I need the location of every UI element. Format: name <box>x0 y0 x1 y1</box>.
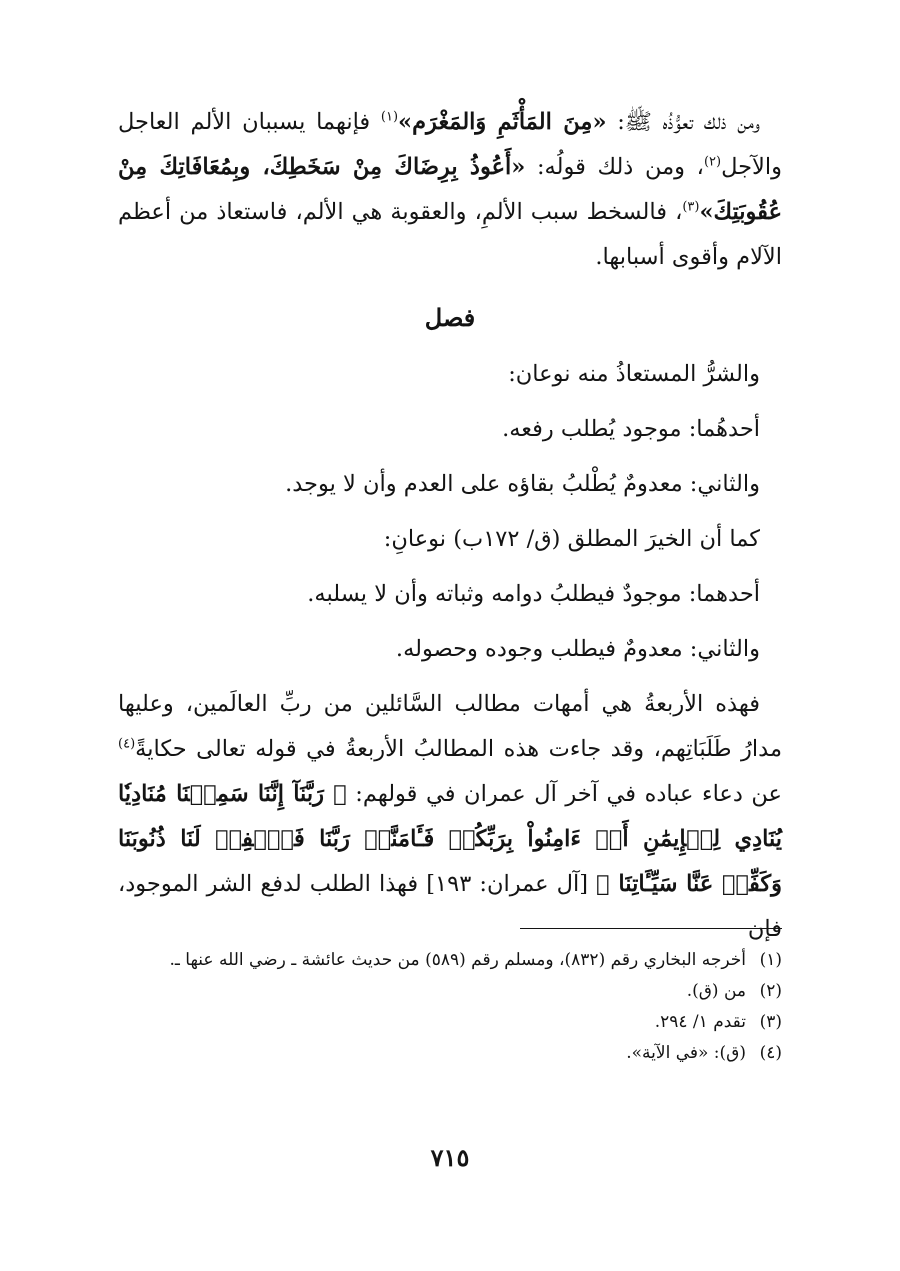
footnote-number: (٣) <box>759 1012 782 1032</box>
text-line: أحدهُما: موجود يُطلب رفعه. <box>502 416 760 442</box>
page-number: ٧١٥ <box>430 1143 470 1172</box>
footnote-text: أخرجه البخاري رقم (٨٣٢)، ومسلم رقم (٥٨٩) من حديث عائشة ـ رضي الله عنها ـ. <box>169 950 746 970</box>
text-line: أحدهما: موجودٌ فيطلبُ دوامه وثباته وأن لا يسلبه. <box>307 581 760 607</box>
text-run: فهذا الطلب لدفع الشر الموجود، فإن <box>118 871 782 942</box>
footnote-divider <box>520 928 782 929</box>
footnote <box>118 1038 782 1069</box>
paragraph-intro <box>118 100 782 280</box>
footnote-ref: (٢) <box>703 154 722 170</box>
text-line: والثاني: معدومٌ يُطْلبُ بقاؤه على العدم وأن لا يوجد. <box>285 471 760 497</box>
paragraph-four-requests <box>118 682 782 952</box>
text-run: فهذه الأربعةُ هي أمهات مطالب السَّائلين من ربِّ العالَمين، وعليها مدارُ طَلَبَاتِهم، وقد جاءت هذه المطالبُ الأربعةُ في قوله تعالى حكايةً <box>118 691 782 762</box>
verse-citation: [آل عمران: ١٩٣] <box>418 871 597 897</box>
main-text <box>118 100 782 952</box>
text-run: ، ومن ذلك قولُه: <box>525 154 704 180</box>
footnote-text: تقدم ١/ ٢٩٤. <box>654 1012 746 1032</box>
text-line: كما أن الخيرَ المطلق (ق/ ١٧٢ب) نوعانِ: <box>383 526 760 552</box>
text-run: عن دعاء عباده في آخر آل عمران في قولهم: <box>346 781 782 807</box>
footnote-text: من (ق). <box>686 981 746 1001</box>
footnote-text: (ق): «في الآية». <box>626 1043 746 1063</box>
footnote-number: (٢) <box>759 981 782 1001</box>
text-run: فإنهما يسببان الألم العاجل والآجل <box>118 109 782 180</box>
text-run: ، فالسخط سبب الألمِ، والعقوبة هي الألم، فاستعاذ من أعظم الآلام وأقوى أسبابها. <box>118 199 782 270</box>
text-line: والشرُّ المستعاذُ منه نوعان: <box>508 361 760 387</box>
hadith-quote: «مِنَ المَأْثَمِ وَالمَغْرَم» <box>398 109 607 135</box>
text-line: والثاني: معدومٌ فيطلب وجوده وحصوله. <box>395 636 760 662</box>
footnote-ref: (٤) <box>118 736 136 752</box>
section-heading: فصل <box>424 303 476 332</box>
footnote-number: (١) <box>759 950 782 970</box>
footnote-number: (٤) <box>759 1043 782 1063</box>
footnote-ref: (٣) <box>682 199 700 215</box>
footnote-ref: (١) <box>380 109 399 125</box>
text-run: ومن ذلك تعوُّذُه ﷺ: <box>606 109 761 135</box>
quran-verse: ﴿ رَبَّنَآ إِنَّنَا سَمِعۡنَا مُنَادِيٗا يُنَادِي لِلۡإِيمَٰنِ أَنۡ ءَامِنُواْ بِرَبِّكُمۡ فَـَٔامَنَّاۚ رَبَّنَا فَٱغۡفِرۡ لَنَا ذُنُوبَنَا وَكَفِّرۡ عَنَّا سَيِّـَٔاتِنَا ﴾ <box>118 781 782 897</box>
footnote <box>118 945 782 976</box>
hadith-quote: «أَعُوذُ بِرِضَاكَ مِنْ سَخَطِكَ، وبِمُعَافَاتِكَ مِنْ عُقُوبَتِكَ» <box>118 154 782 225</box>
footnotes <box>118 945 782 1069</box>
footnote <box>118 1007 782 1038</box>
footnote <box>118 976 782 1007</box>
